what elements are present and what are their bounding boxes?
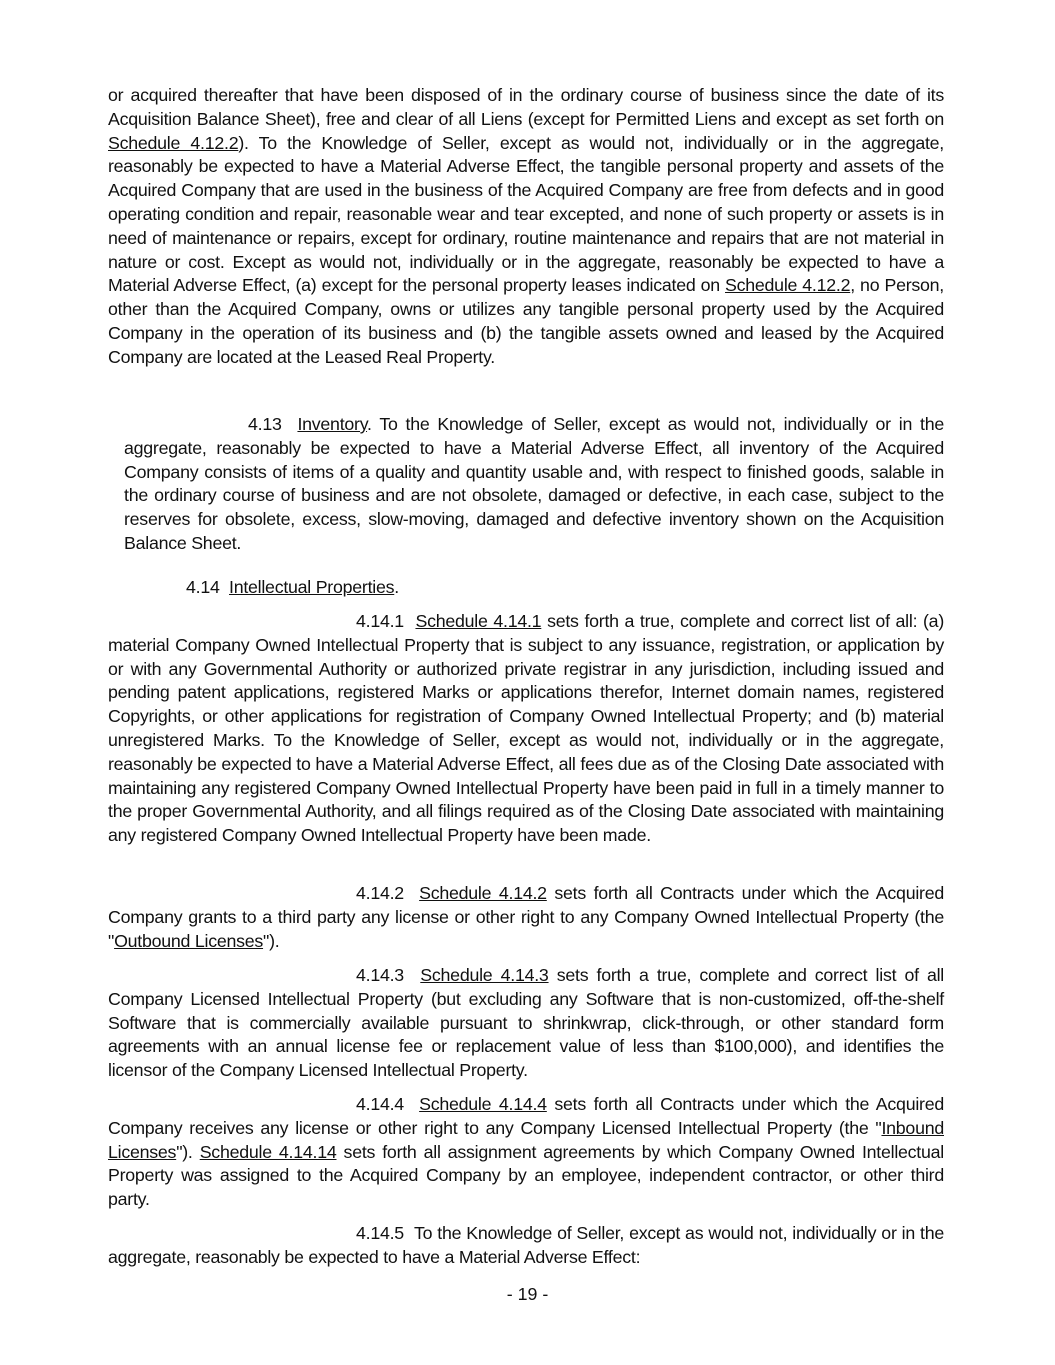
defined-term: Inbound Licenses [108,1117,944,1162]
schedule-reference: Schedule 4.14.3 [420,965,549,985]
text: , no Person, other than the Acquired Company, owns or utilizes any tangible personal property used by the Acquired Company in the operation of its business and (b) the tangible assets owned and leased by the Acquired Company are located at the Leased Real Property. [108,275,944,367]
schedule-reference: Schedule 4.14.2 [419,883,547,903]
section-4-14-heading [186,576,786,600]
subsection-text: sets forth all Contracts under which the Acquired Company grants to a third party any license or other right to any Company Owned Intellectual Property (the " [108,883,944,951]
text: sets forth all assignment agreements by which Company Owned Intellectual Property was assigned to the Acquired Company by an employee, independent contractor, or other third party. [108,1141,944,1210]
text: "). [176,1141,200,1162]
defined-term: Outbound Licenses [114,930,264,951]
text: or acquired thereafter that have been disposed of in the ordinary course of business since the date of its Acquisition Balance Sheet), free and clear of all Liens (except for Permitted Liens and except as set forth on [108,85,944,129]
subsection-4-14-1 [108,610,944,848]
schedule-reference: Schedule 4.12.2 [108,132,239,153]
section-heading: Inventory [297,414,368,434]
section-text: . To the Knowledge of Seller, except as would not, individually or in the aggregate, reasonably be expected to have a Material Adverse Effect, all inventory of the Acquired Company consists of items of a quality and quantity usable and, with respect to finished goods, salable in the ordinary course of business and are not obsolete, damaged or defective, in each case, subject to the reserves for obsolete, excess, slow-moving, damaged and defective inventory shown on the Acquisition Balance Sheet. [124,414,944,553]
subsection-number: 4.14.2 [356,883,404,903]
section-heading: Intellectual Properties [229,577,395,597]
section-number: 4.14 [186,577,220,597]
subsection-number: 4.14.4 [356,1094,404,1114]
section-4-13 [124,413,944,556]
subsection-text: sets forth all Contracts under which the Acquired Company receives any license or other right to any Company Licensed Intellectual Property (the " [108,1094,944,1138]
subsection-number: 4.14.5 [356,1223,404,1243]
text: ). To the Knowledge of Seller, except as would not, individually or in the aggregate, reasonably be expected to have a Material Adverse Effect, the tangible personal property and assets of the Acquired Company that are used in the business of the Acquired Company are free from defects and in good operating condition and repair, reasonable wear and tear excepted, and none of such property or assets is in need of maintenance or repairs, except for ordinary, routine maintenance and repairs that are not material in nature or cost. Except as would not, individually or in the aggregate, reasonably be expected to have a Material Adverse Effect, (a) except for the personal property leases indicated on [108,132,945,296]
subsection-text: sets forth a true, complete and correct list of all: (a) material Company Owned Intellectual Property that is subject to any issuance, registration, or application by or with any Governmental Authority or authorized private registrar in any jurisdiction, including issued and pending patent applications, registered Marks or applications therefor, Internet domain names, registered Copyrights, or other applications for registration of Company Owned Intellectual Property; and (b) material unregistered Marks. To the Knowledge of Seller, except as would not, individually or in the aggregate, reasonably be expected to have a Material Adverse Effect, all fees due as of the Closing Date associated with maintaining any registered Company Owned Intellectual Property have been paid in full in a timely manner to the proper Governmental Authority, and all filings required as of the Closing Date associated with maintaining any registered Company Owned Intellectual Property have been made. [108,611,944,846]
subsection-number: 4.14.3 [356,965,404,985]
subsection-number: 4.14.1 [356,611,404,631]
subsection-4-14-2 [108,882,944,953]
subsection-4-14-5 [108,1222,944,1270]
schedule-reference: Schedule 4.14.1 [415,611,542,631]
paragraph-4-12-continuation [108,84,944,370]
page-number: - 19 - [506,1284,549,1304]
subsection-4-14-4 [108,1093,944,1212]
section-number: 4.13 [248,414,282,434]
subsection-text: sets forth a true, complete and correct list of all Company Licensed Intellectual Property (but excluding any Software that is non-customized, off-the-shelf Software that is commercially available pursuant to shrinkwrap, click-through, or other standard form agreements with an annual license fee or replacement value of less than $100,000), and identifies the licensor of the Company Licensed Intellectual Property. [108,965,944,1081]
schedule-reference: Schedule 4.12.2 [725,275,851,296]
subsection-4-14-3 [108,964,944,1083]
subsection-text: To the Knowledge of Seller, except as would not, individually or in the aggregate, reasonably be expected to have a Material Adverse Effect: [108,1223,944,1267]
heading-period: . [394,577,399,597]
text: "). [263,930,280,951]
schedule-reference: Schedule 4.14.4 [419,1094,547,1114]
schedule-reference: Schedule 4.14.14 [199,1141,337,1162]
